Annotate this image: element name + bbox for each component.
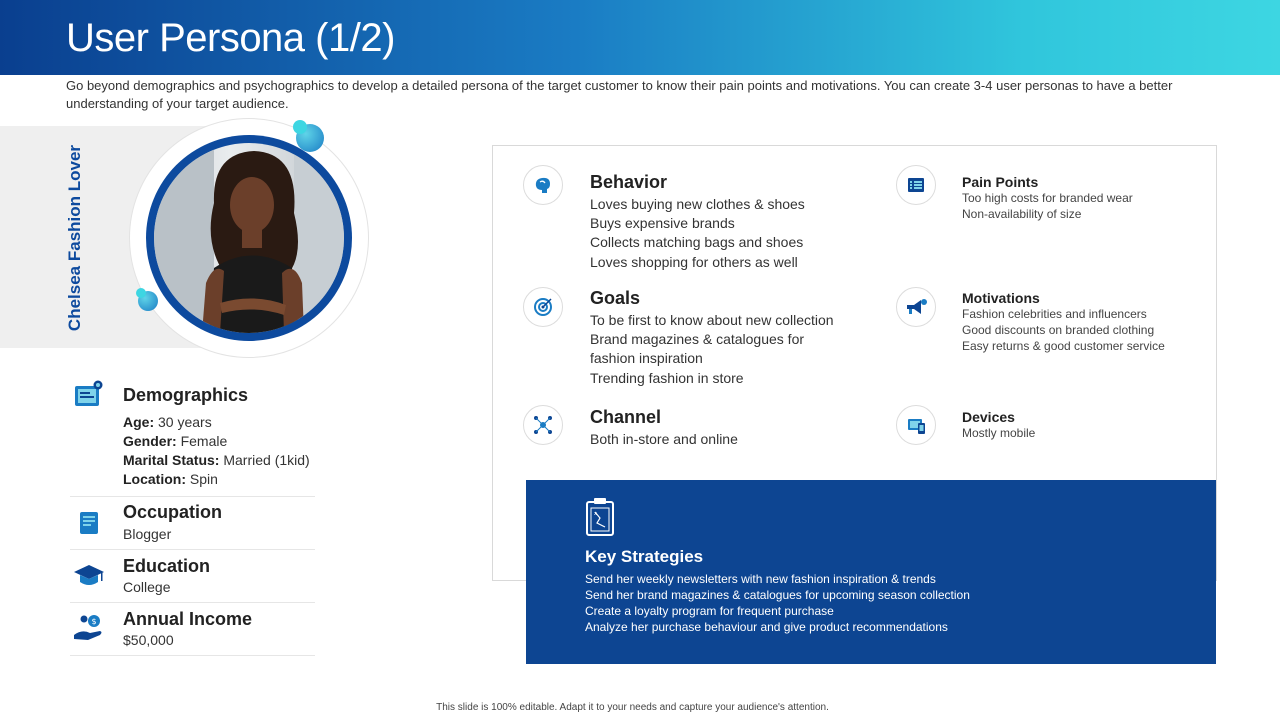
svg-text:$: $: [91, 617, 97, 626]
divider: [70, 655, 315, 656]
education-section: [70, 556, 315, 602]
demographics-section: [70, 380, 315, 495]
list-icon: [905, 174, 927, 196]
location-line: Location: Spin: [123, 471, 218, 487]
divider: [70, 549, 315, 550]
motivations-line: Fashion celebrities and influencers: [962, 307, 1147, 321]
devices-title: Devices: [962, 409, 1015, 425]
occupation-icon: [72, 508, 106, 538]
demographics-icon: [72, 380, 106, 410]
channel-icon-circle: [523, 405, 563, 445]
svg-text:x: x: [594, 511, 597, 517]
key-strategy-line: Create a loyalty program for frequent purchase: [585, 604, 834, 618]
behavior-line: Collects matching bags and shoes: [590, 234, 804, 250]
persona-name: Chelsea Fashion Lover: [65, 144, 84, 332]
behavior-line: Loves buying new clothes & shoes: [590, 196, 805, 212]
divider: [70, 602, 315, 603]
goals-line: Brand magazines & catalogues for: [590, 331, 805, 347]
network-icon: [532, 414, 554, 436]
intro-text: Go beyond demographics and psychographics to develop a detailed persona of the target customer to know their pain points and motivations. You can create 3-4 user personas to have a better understanding of your target audience.: [66, 78, 1173, 111]
header-banner: [0, 0, 1280, 75]
income-section: [70, 609, 315, 655]
income-value: $50,000: [123, 632, 174, 648]
brain-icon: [532, 174, 554, 196]
devices-line: Mostly mobile: [962, 426, 1036, 440]
decor-dot: [136, 288, 146, 298]
goals-line: Trending fashion in store: [590, 370, 744, 386]
page-title: User Persona (1/2): [66, 16, 395, 60]
behavior-line: Buys expensive brands: [590, 215, 735, 231]
footer-note: This slide is 100% editable. Adapt it to your needs and capture your audience's attention.: [436, 702, 829, 713]
devices-icon: [905, 414, 927, 436]
key-strategy-line: Analyze her purchase behaviour and give product recommendations: [585, 620, 948, 634]
person-silhouette-icon: [154, 143, 344, 333]
goals-line: To be first to know about new collection: [590, 312, 834, 328]
target-icon: [532, 296, 554, 318]
occupation-section: [70, 502, 315, 548]
goals-icon-circle: [523, 287, 563, 327]
persona-photo: [154, 143, 344, 333]
demographics-title: Demographics: [123, 385, 249, 405]
age-line: Age: 30 years: [123, 414, 212, 430]
behavior-icon-circle: [523, 165, 563, 205]
motivations-line: Easy returns & good customer service: [962, 339, 1165, 353]
key-strategy-line: Send her brand magazines & catalogues for upcoming season collection: [585, 588, 970, 602]
goals-line: fashion inspiration: [590, 350, 703, 366]
clipboard-icon: [586, 498, 614, 536]
avatar: [146, 135, 352, 341]
channel-title: Channel: [590, 407, 662, 427]
key-strategies-panel: [526, 480, 1216, 664]
megaphone-icon: [904, 296, 928, 318]
behavior-line: Loves shopping for others as well: [590, 254, 798, 270]
devices-icon-circle: [896, 405, 936, 445]
graduation-cap-icon: [72, 560, 106, 590]
divider: [70, 496, 315, 497]
pain-points-line: Non-availability of size: [962, 207, 1082, 221]
motivations-line: Good discounts on branded clothing: [962, 323, 1155, 337]
marital-line: Marital Status: Married (1kid): [123, 452, 310, 468]
occupation-title: Occupation: [123, 502, 223, 522]
gender-line: Gender: Female: [123, 433, 228, 449]
education-value: College: [123, 579, 171, 595]
channel-line: Both in-store and online: [590, 431, 738, 447]
key-strategy-line: Send her weekly newsletters with new fashion inspiration & trends: [585, 572, 936, 586]
pain-points-title: Pain Points: [962, 174, 1039, 190]
decor-dot: [293, 120, 307, 134]
education-title: Education: [123, 556, 211, 576]
key-strategies-title: Key Strategies: [585, 547, 704, 566]
motivations-title: Motivations: [962, 290, 1040, 306]
pain-points-icon-circle: [896, 165, 936, 205]
motivations-icon-circle: [896, 287, 936, 327]
income-icon: [72, 613, 106, 643]
occupation-value: Blogger: [123, 526, 172, 542]
income-title: Annual Income: [123, 609, 253, 629]
behavior-title: Behavior: [590, 172, 668, 192]
pain-points-line: Too high costs for branded wear: [962, 191, 1133, 205]
goals-title: Goals: [590, 288, 641, 308]
